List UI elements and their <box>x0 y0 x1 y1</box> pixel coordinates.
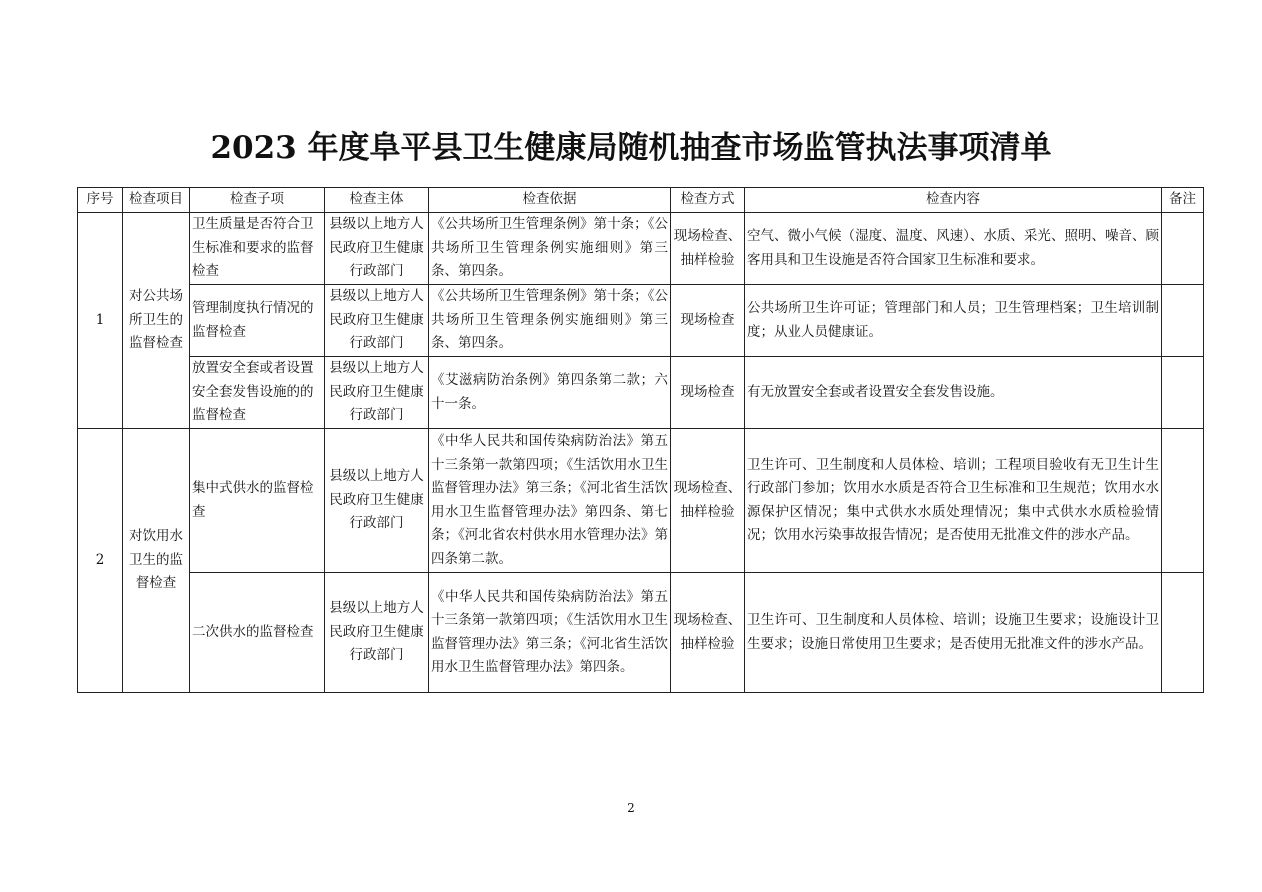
table-row <box>78 213 1204 285</box>
table-row <box>78 357 1204 429</box>
header-subitem: 检查子项 <box>190 188 325 213</box>
document-title: 2023 年度阜平县卫生健康局随机抽查市场监管执法事项清单 <box>210 130 1052 166</box>
page-number: 2 <box>627 801 635 815</box>
row-index: 2 <box>78 429 123 693</box>
table-header-row <box>78 188 1204 213</box>
check-remark <box>1162 285 1204 357</box>
check-basis: 《中华人民共和国传染病防治法》第五十三条第一款第四项；《生活饮用水卫生监督管理办法》第三条；《河北省生活饮用水卫生监督管理办法》第四条、第七条；《河北省农村供水用水管理办法》第四条第二款。 <box>429 429 671 573</box>
table-row <box>78 429 1204 573</box>
check-subject: 县级以上地方人民政府卫生健康行政部门 <box>325 357 429 429</box>
header-subject: 检查主体 <box>325 188 429 213</box>
inspection-table <box>77 187 1204 693</box>
check-method: 现场检查、抽样检验 <box>671 429 745 573</box>
check-subitem: 放置安全套或者设置安全套发售设施的的监督检查 <box>190 357 325 429</box>
header-index: 序号 <box>78 188 123 213</box>
check-subject: 县级以上地方人民政府卫生健康行政部门 <box>325 285 429 357</box>
check-subitem: 卫生质量是否符合卫生标准和要求的监督检查 <box>190 213 325 285</box>
header-remark: 备注 <box>1162 188 1204 213</box>
check-remark <box>1162 357 1204 429</box>
check-subject: 县级以上地方人民政府卫生健康行政部门 <box>325 213 429 285</box>
check-method: 现场检查 <box>671 357 745 429</box>
header-content: 检查内容 <box>745 188 1162 213</box>
header-item: 检查项目 <box>123 188 190 213</box>
check-subject: 县级以上地方人民政府卫生健康行政部门 <box>325 429 429 573</box>
check-content: 卫生许可、卫生制度和人员体检、培训；设施卫生要求；设施设计卫生要求；设施日常使用卫生要求；是否使用无批准文件的涉水产品。 <box>745 573 1162 693</box>
check-item: 对饮用水卫生的监督检查 <box>123 429 190 693</box>
table-row <box>78 573 1204 693</box>
check-subitem: 二次供水的监督检查 <box>190 573 325 693</box>
check-content: 卫生许可、卫生制度和人员体检、培训；工程项目验收有无卫生计生行政部门参加；饮用水水质是否符合卫生标准和卫生规范；饮用水水源保护区情况；集中式供水水质处理情况；集中式供水水质检验情况；饮用水污染事故报告情况；是否使用无批准文件的涉水产品。 <box>745 429 1162 573</box>
header-basis: 检查依据 <box>429 188 671 213</box>
check-subitem: 集中式供水的监督检查 <box>190 429 325 573</box>
check-method: 现场检查、抽样检验 <box>671 213 745 285</box>
check-subitem: 管理制度执行情况的监督检查 <box>190 285 325 357</box>
check-method: 现场检查 <box>671 285 745 357</box>
check-basis: 《艾滋病防治条例》第四条第二款；六十一条。 <box>429 357 671 429</box>
check-subject: 县级以上地方人民政府卫生健康行政部门 <box>325 573 429 693</box>
check-remark <box>1162 213 1204 285</box>
check-content: 有无放置安全套或者设置安全套发售设施。 <box>745 357 1162 429</box>
check-basis: 《中华人民共和国传染病防治法》第五十三条第一款第四项；《生活饮用水卫生监督管理办法》第三条；《河北省生活饮用水卫生监督管理办法》第四条。 <box>429 573 671 693</box>
check-remark <box>1162 573 1204 693</box>
check-basis: 《公共场所卫生管理条例》第十条；《公共场所卫生管理条例实施细则》第三条、第四条。 <box>429 285 671 357</box>
check-method: 现场检查、抽样检验 <box>671 573 745 693</box>
table-row <box>78 285 1204 357</box>
check-basis: 《公共场所卫生管理条例》第十条；《公共场所卫生管理条例实施细则》第三条、第四条。 <box>429 213 671 285</box>
check-content: 公共场所卫生许可证；管理部门和人员；卫生管理档案；卫生培训制度；从业人员健康证。 <box>745 285 1162 357</box>
check-remark <box>1162 429 1204 573</box>
check-item: 对公共场所卫生的监督检查 <box>123 213 190 429</box>
row-index: 1 <box>78 213 123 429</box>
check-content: 空气、微小气候（湿度、温度、风速）、水质、采光、照明、噪音、顾客用具和卫生设施是否符合国家卫生标准和要求。 <box>745 213 1162 285</box>
header-method: 检查方式 <box>671 188 745 213</box>
